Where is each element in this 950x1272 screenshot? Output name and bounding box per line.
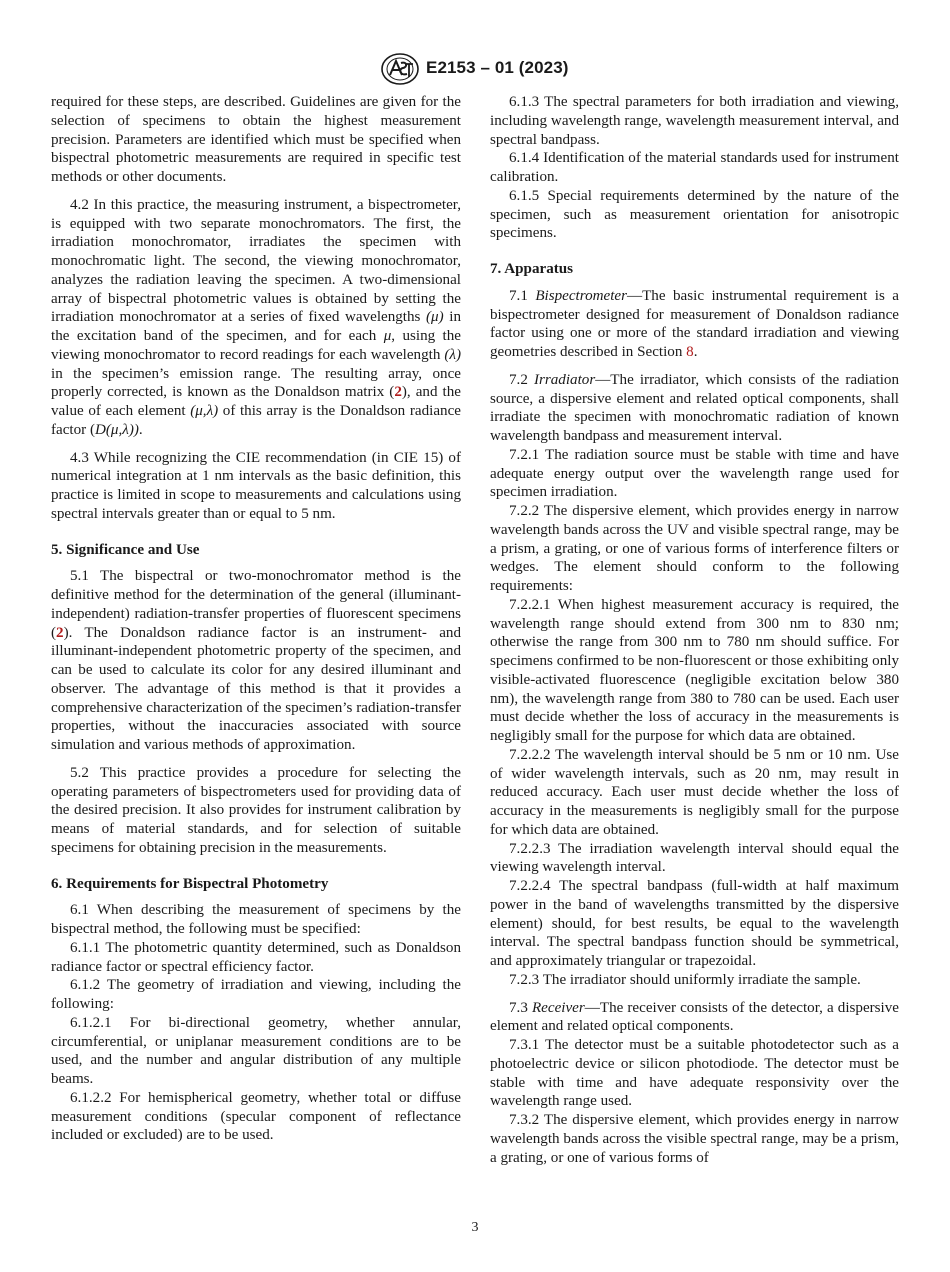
reference-link[interactable]: 2 bbox=[394, 384, 402, 401]
left-column bbox=[51, 93, 461, 1145]
paragraph-7-3-1: 7.3.1 The detector must be a suitable photodetector such as a photoelectric device or silicon photodiode. The detector must be stable with time and have adequate responsivity over the wavelength range used. bbox=[490, 1037, 899, 1110]
paragraph-4-3: 4.3 While recognizing the CIE recommendation (in CIE 15) of numerical integration at 1 nm intervals as the basic definition, this practice is limited in scope to measurements and calculations using spectral intervals greater than or equal to 5 nm. bbox=[51, 449, 461, 522]
paragraph-6-1-4: 6.1.4 Identification of the material standards used for instrument calibration. bbox=[490, 150, 899, 185]
section-heading-5: 5. Significance and Use bbox=[51, 541, 200, 558]
document-designation: E2153 – 01 (2023) bbox=[426, 58, 569, 77]
astm-logo-icon bbox=[380, 52, 420, 86]
paragraph-6-1: 6.1 When describing the measurement of specimens by the bispectral method, the following must be specified: bbox=[51, 902, 461, 937]
paragraph-5-1: 5.1 The bispectral or two-monochromator method is the definitive method for the determination of the general (illuminant-independent) radiation-transfer properties of fluorescent specimens (2). The Donaldson radiance factor is an instrument- and illuminant-independent photometric property of the specimen, and can be used to calculate its color for any desired illuminant and observer. The advantage of this method is that it provides a comprehensive characterization of the specimen’s radiation-transfer properties, without the inaccuracies associated with source simulation and various methods of approximation. bbox=[51, 568, 461, 753]
paragraph-6-1-3: 6.1.3 The spectral parameters for both irradiation and viewing, including wavelength range, wavelength measurement interval, and spectral bandpass. bbox=[490, 94, 899, 148]
page-header bbox=[0, 52, 950, 88]
paragraph-6-1-2: 6.1.2 The geometry of irradiation and viewing, including the following: bbox=[51, 977, 461, 1012]
paragraph-7-2-2-2: 7.2.2.2 The wavelength interval should be 5 nm or 10 nm. Use of wider wavelength intervals, such as 20 nm, may result in reduced accuracy. Each user must decide whether the loss of accuracy in the measurements is negligibly small for the purpose for which data are obtained. bbox=[490, 746, 899, 838]
paragraph-5-2: 5.2 This practice provides a procedure for selecting the operating parameters of bispectrometers used for providing data of the desired precision. It also provides for instrument calibration by means of material standards, and for selection of suitable specimens for obtaining precision in the measurements. bbox=[51, 764, 461, 856]
paragraph-7-2-2-4: 7.2.2.4 The spectral bandpass (full-width at half maximum power in the band of wavelengths transmitted by the dispersive element) should, for best results, be equal to the wavelength interval. The spectral bandpass function should be symmetrical, and approximately triangular or trapezoidal. bbox=[490, 878, 899, 969]
paragraph-4-2: 4.2 In this practice, the measuring instrument, a bispectrometer, is equipped with two separate monochromators. The first, the irradiation monochromator, irradiates the specimen with monochromatic light. The second, the viewing monochromator, analyzes the radiation leaving the specimen. A two-dimensional array of bispectral photometric values is obtained by setting the irradiation monochromator at a series of fixed wavelengths (μ) in the excitation band of the specimen, and for each μ, using the viewing monochromator to record readings for each wavelength (λ) in the specimen’s emission range. The resulting array, once properly corrected, is known as the Donaldson matrix (2), and the value of each element (μ,λ) of this array is the Donaldson radiance factor (D(μ,λ)). bbox=[51, 196, 462, 438]
paragraph-continued: required for these steps, are described. Guidelines are given for the selection of specimens to obtain the highest measurement precision. Parameters are identified which must be specified when bispectral photometric measurements are required in specific test methods or other documents. bbox=[51, 94, 461, 185]
section-link[interactable]: 8 bbox=[686, 344, 694, 360]
paragraph-6-1-2-2: 6.1.2.2 For hemispherical geometry, whether total or diffuse measurement conditions (specular component of reflectance included or excluded) are to be used. bbox=[51, 1089, 461, 1144]
paragraph-7-2-2: 7.2.2 The dispersive element, which provides energy in narrow wavelength bands across the UV and visible spectral range, may be a prism, a grating, or one of various forms of interference filters or wedges. The element should conform to the following requirements: bbox=[490, 503, 899, 594]
paragraph-6-1-2-1: 6.1.2.1 For bi-directional geometry, whether annular, circumferential, or uniplanar measurement conditions are to be used, and the number and angular distribution of any multiple beams. bbox=[51, 1014, 461, 1087]
paragraph-6-1-1: 6.1.1 The photometric quantity determined, such as Donaldson radiance factor or spectral efficiency factor. bbox=[51, 939, 461, 975]
paragraph-7-3-2: 7.3.2 The dispersive element, which provides energy in narrow wavelength bands across the visible spectral range, may be a prism, a grating, or one of various forms of bbox=[490, 1112, 899, 1166]
paragraph-7-2-1: 7.2.1 The radiation source must be stable with time and have adequate energy output over the wavelength range used for specimen irradiation. bbox=[490, 446, 899, 501]
section-heading-6: 6. Requirements for Bispectral Photometry bbox=[51, 875, 329, 892]
paragraph-7-2-3: 7.2.3 The irradiator should uniformly irradiate the sample. bbox=[509, 971, 861, 988]
paragraph-6-1-5: 6.1.5 Special requirements determined by the nature of the specimen, such as measurement orientation for anisotropic specimens. bbox=[490, 187, 899, 242]
paragraph-7-3: 7.3 Receiver—The receiver consists of the detector, a dispersive element and related optical components. bbox=[490, 999, 899, 1035]
paragraph-7-2: 7.2 Irradiator—The irradiator, which consists of the radiation source, a dispersive element and related optical components, shall irradiate the specimen with monochromatic radiation of known wavelength bandpass and measurement interval. bbox=[490, 371, 900, 444]
paragraph-7-1: 7.1 Bispectrometer—The basic instrumental requirement is a bispectrometer designed for measurement of Donaldson radiance factor using one or more of the standard irradiation and viewing geometries described in Section 8. bbox=[490, 287, 899, 360]
paragraph-7-2-2-3: 7.2.2.3 The irradiation wavelength interval should equal the viewing wavelength interval. bbox=[490, 840, 899, 876]
paragraph-7-2-2-1: 7.2.2.1 When highest measurement accuracy is required, the wavelength range should extend from 300 nm to 830 nm; otherwise the range from 300 nm to 780 nm should suffice. For specimens confirmed to be non-fluorescent or those exhibiting only visible-activated fluorescence (negligible excitation below 380 nm), the wavelength range from 380 to 780 can be used. Each user must decide whether the loss of accuracy in the measurements is negligibly small for the purpose for which data are obtained. bbox=[490, 596, 899, 744]
page-number: 3 bbox=[471, 1220, 479, 1235]
section-heading-7: 7. Apparatus bbox=[490, 261, 574, 277]
reference-link[interactable]: 2 bbox=[56, 624, 64, 641]
right-column bbox=[490, 93, 899, 1167]
